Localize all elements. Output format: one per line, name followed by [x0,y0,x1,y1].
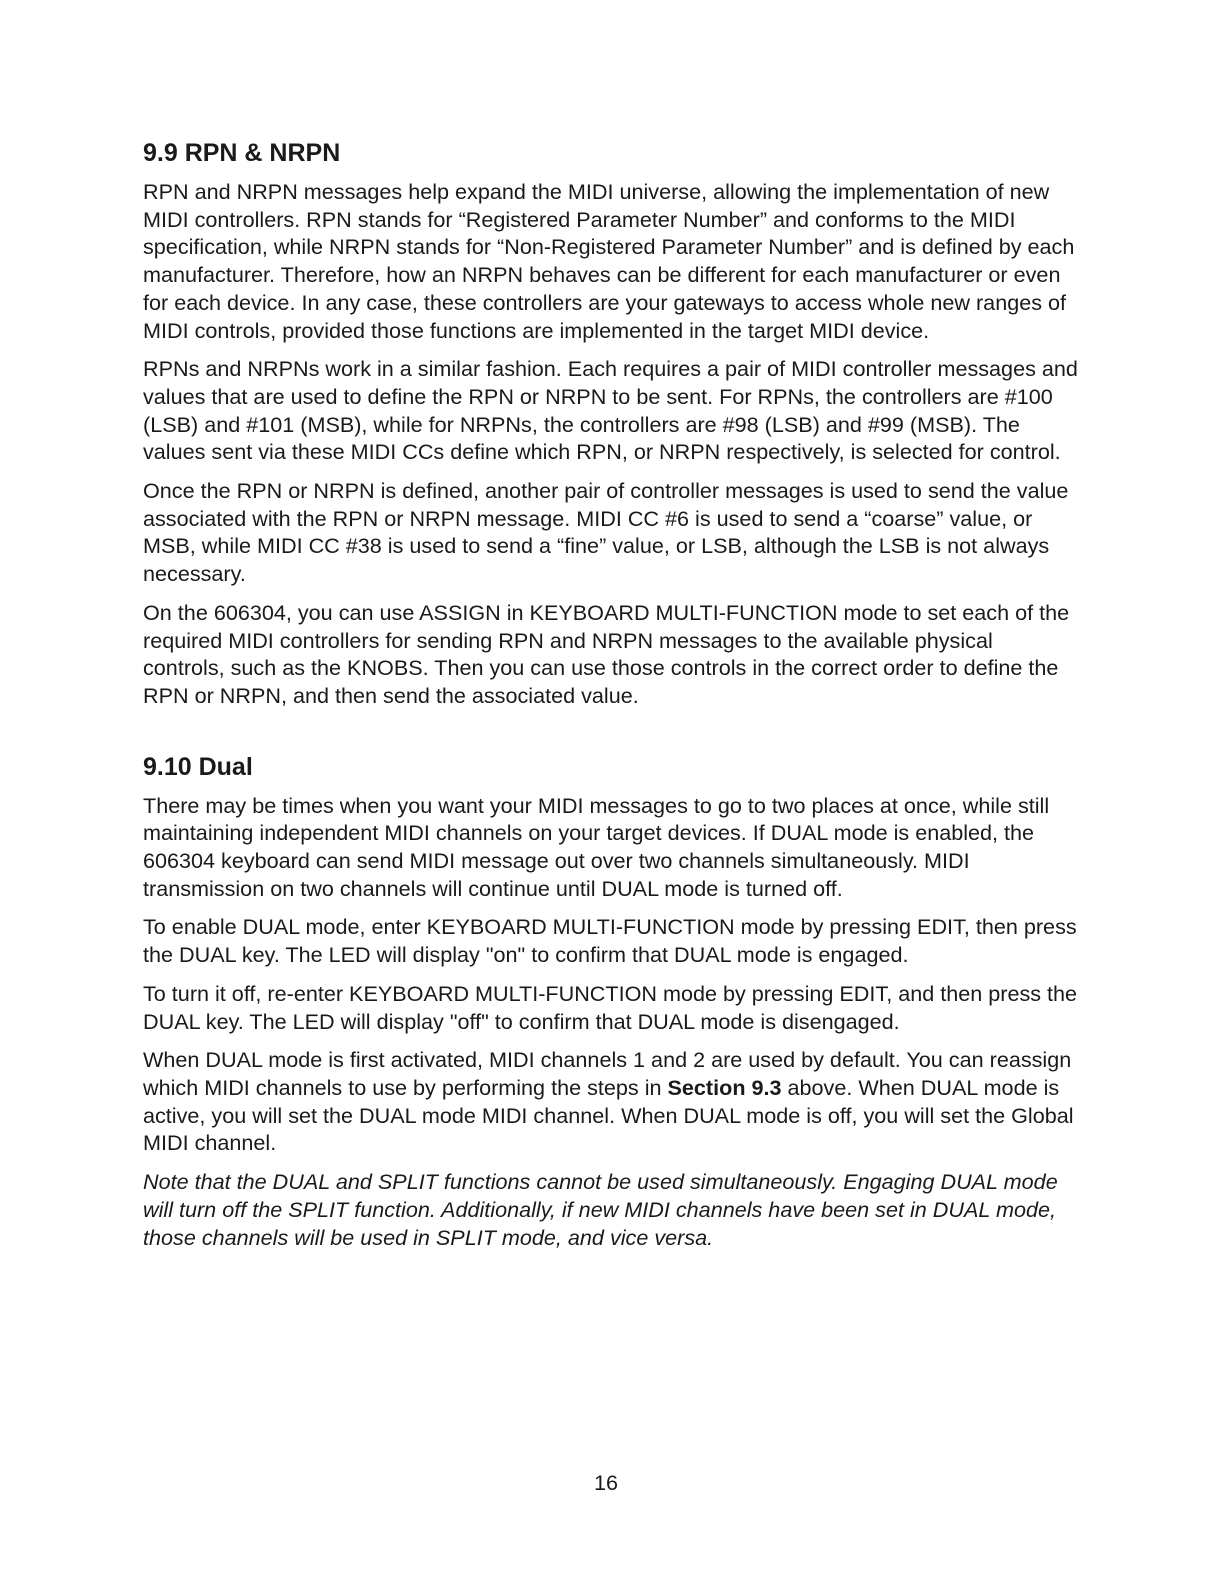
page-number: 16 [593,1470,619,1495]
section-rpn-nrpn [143,138,1078,710]
paragraph: To turn it off, re-enter KEYBOARD MULTI-FUNCTION mode by pressing EDIT, and then press the DUAL key. The LED will display "off" to confirm that DUAL mode is disengaged. [143,980,1078,1034]
paragraph [143,1046,1078,1157]
section-reference: Section 9.3 [667,1074,782,1100]
paragraph-text: above. When DUAL mode is active, you will set the DUAL mode MIDI channel. When DUAL mode is off, you will set the Global MIDI channel. [143,1074,1074,1156]
section-dual [143,752,1078,1252]
paragraph: On the 606304, you can use ASSIGN in KEYBOARD MULTI-FUNCTION mode to set each of the required MIDI controllers for sending RPN and NRPN messages to the available physical controls, such as the KNOBS. Then you can use those controls in the correct order to define the RPN or NRPN, and then send the associated value. [143,599,1070,708]
document-page [143,138,1078,1262]
note-paragraph: Note that the DUAL and SPLIT functions cannot be used simultaneously. Engaging DUAL mode will turn off the SPLIT function. Additionally, if new MIDI channels have been set in DUAL mode, those channels will be used in SPLIT mode, and vice versa. [143,1169,1058,1250]
paragraph: There may be times when you want your MIDI messages to go to two places at once, while still maintaining independent MIDI channels on your target devices. If DUAL mode is enabled, the 606304 keyboard can send MIDI message out over two channels simultaneously. MIDI transmission on two channels will continue until DUAL mode is turned off. [143,792,1050,901]
paragraph: Once the RPN or NRPN is defined, another pair of controller messages is used to send the value associated with the RPN or NRPN message. MIDI CC #6 is used to send a “coarse” value, or MSB, while MIDI CC #38 is used to send a “fine” value, or LSB, although the LSB is not always necessary. [143,478,1069,587]
paragraph: To enable DUAL mode, enter KEYBOARD MULTI-FUNCTION mode by pressing EDIT, then press the DUAL key. The LED will display "on" to confirm that DUAL mode is engaged. [143,914,1077,968]
section-heading: 9.9 RPN & NRPN [143,139,341,167]
paragraph: RPN and NRPN messages help expand the MIDI universe, allowing the implementation of new MIDI controllers. RPN stands for “Registered Parameter Number” and conforms to the MIDI specification, while NRPN stands for “Non-Registered Parameter Number” and is defined by each manufacturer. Therefore, how an NRPN behaves can be different for each manufacturer or even for each device. In any case, these controllers are your gateways to access whole new ranges of MIDI controls, provided those functions are implemented in the target MIDI device. [143,179,1075,343]
paragraph: RPNs and NRPNs work in a similar fashion. Each requires a pair of MIDI controller messages and values that are used to define the RPN or NRPN to be sent. For RPNs, the controllers are #100 (LSB) and #101 (MSB), while for NRPNs, the controllers are #98 (LSB) and #99 (MSB). The values sent via these MIDI CCs define which RPN, or NRPN respectively, is selected for control. [143,356,1078,465]
paragraph-text: When DUAL mode is first activated, MIDI channels 1 and 2 are used by default. You can reassign which MIDI channels to use by performing the steps in [143,1047,1072,1100]
section-heading: 9.10 Dual [143,752,253,781]
